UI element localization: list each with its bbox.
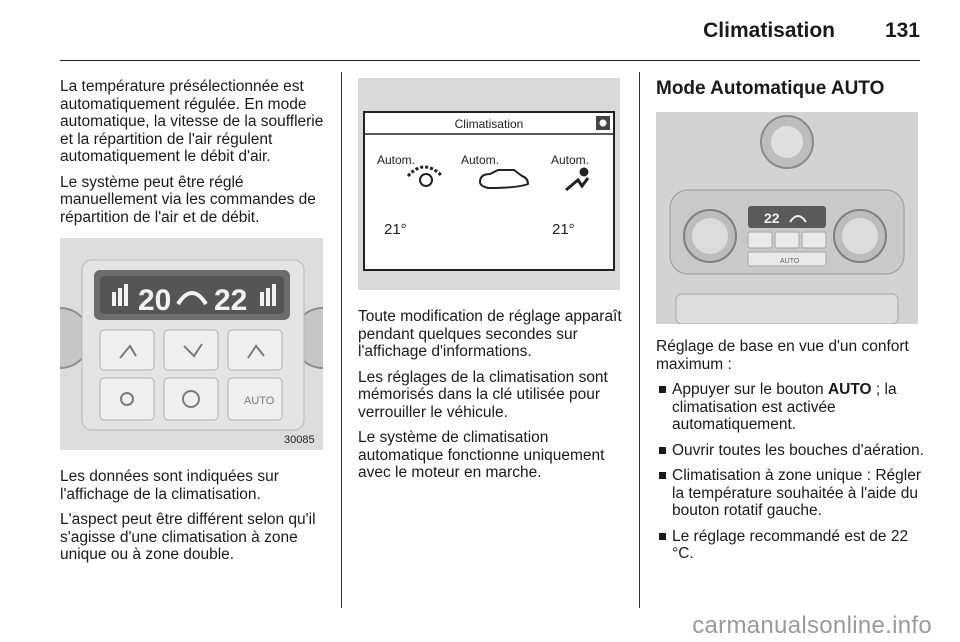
auto-keyword: AUTO — [827, 381, 872, 398]
temperature-right: 21° — [552, 221, 575, 238]
bullet-list — [656, 381, 924, 563]
fan-minus-button[interactable] — [100, 378, 154, 420]
climate-panel-photo — [60, 238, 323, 450]
mode-label: Autom. — [376, 153, 416, 167]
fan-plus-button[interactable] — [164, 378, 218, 420]
air-distribution-button[interactable] — [228, 330, 282, 370]
page-number: 131 — [884, 19, 920, 42]
list-item: Appuyer sur le bouton AUTO ; la climatisation est activée automatiquement. — [656, 381, 924, 434]
column-right — [656, 78, 924, 571]
air-distribution-button[interactable] — [802, 232, 826, 248]
square-bullet-icon — [659, 447, 666, 454]
page-header — [60, 0, 920, 61]
display-temp-right: 22 — [214, 284, 248, 317]
paragraph: Réglage de base en vue d'un confort maximum : — [656, 338, 909, 373]
auto-button-label: AUTO — [244, 395, 275, 407]
list-item: Climatisation à zone unique : Régler la température souhaitée à l'aide du bouton rotatif gauche. — [656, 467, 924, 520]
center-console-photo — [656, 112, 918, 324]
paragraph: Le système peut être réglé manuellement via les commandes de répartition de l'air et de débit. — [60, 173, 316, 226]
paragraph: Les réglages de la climatisation sont mémorisés dans la clé utilisée pour verrouiller le véhicule. — [358, 368, 608, 421]
column-divider — [639, 72, 640, 608]
square-bullet-icon — [659, 386, 666, 393]
temperature-left: 21° — [384, 221, 407, 238]
auto-button-label: AUTO — [780, 258, 800, 265]
air-distribution-button[interactable] — [748, 232, 772, 248]
watermark: carmanualsonline.info — [692, 612, 932, 639]
column-left — [60, 78, 330, 572]
display-temp: 22 — [764, 210, 780, 226]
header-title: Climatisation — [703, 19, 835, 42]
section-heading: Mode Automatique AUTO — [656, 78, 885, 99]
display-temp-left: 20 — [138, 284, 172, 317]
list-item: Le réglage recommandé est de 22 °C. — [656, 528, 924, 563]
square-bullet-icon — [659, 472, 666, 479]
air-distribution-button[interactable] — [164, 330, 218, 370]
column-middle — [358, 78, 624, 490]
mode-label: Autom. — [460, 153, 500, 167]
mode-label: Autom. — [550, 153, 590, 167]
column-divider — [341, 72, 342, 608]
screen-title: Climatisation — [454, 117, 524, 131]
list-item: Ouvrir toutes les bouches d'aération. — [656, 442, 924, 460]
square-bullet-icon — [659, 533, 666, 540]
paragraph: La température présélectionnée est automatiquement régulée. En mode automatique, la vitesse de la soufflerie et la répartition de l'air régulent automatiquement le débit d'air. — [60, 78, 324, 165]
figure-code: 30085 — [284, 434, 315, 446]
paragraph: Le système de climatisation automatique fonctionne uniquement avec le moteur en marche. — [358, 429, 605, 481]
info-display-figure — [358, 78, 620, 290]
paragraph: Toute modification de réglage apparaît pendant quelques secondes sur l'affichage d'informations. — [358, 308, 622, 360]
paragraph: Les données sont indiquées sur l'affichage de la climatisation. — [60, 468, 279, 503]
air-distribution-button[interactable] — [775, 232, 799, 248]
paragraph: L'aspect peut être différent selon qu'il s'agisse d'une climatisation à zone unique ou à zone double. — [60, 511, 316, 563]
